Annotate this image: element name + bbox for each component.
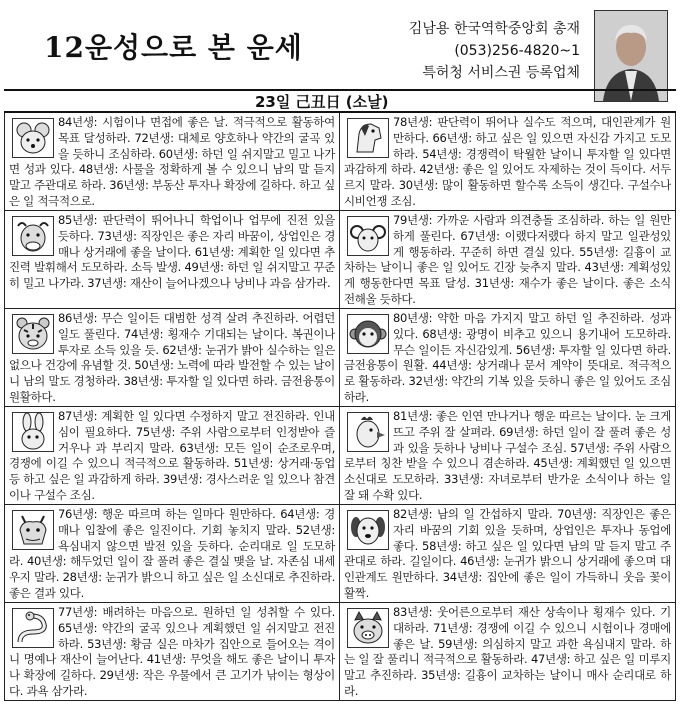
fortune-cell-dragon	[4, 505, 340, 603]
fortune-item	[5, 603, 339, 700]
dog-icon	[347, 510, 389, 550]
author-info	[380, 18, 580, 84]
sheep-icon	[347, 216, 389, 256]
fortune-item	[340, 113, 675, 210]
fortune-grid	[4, 113, 676, 701]
date-bar	[0, 89, 680, 111]
fortune-text: 87년생: 계획한 일 있다면 수정하지 말고 전진하라. 인내심이 필요하다. 75년생: 주위 사람으로부터 인정받아 즐거우나 과 부리지 말라. 63년생: 모든 일이 순조로우며, 경쟁에 이길 수 있으니 적극적으로 활동하라. 51년생: 상거래·동업 등 하고 싶은 일 과감하게 하라. 39년생: 경사스러운 일 있으나 참견이나 구설수 조심.	[9, 409, 335, 502]
fortune-item	[5, 309, 339, 406]
fortune-cell-monkey	[340, 309, 676, 407]
fortune-text: 85년생: 판단력이 뛰어나니 학업이나 업무에 진전 있을 듯하다. 73년생: 직장인은 좋은 자리 바꿈이, 상업인은 경매나 상거래에 좋을 날이다. 61년생: 계획한 일 있다면 추진력 발휘해서 도모하라. 소득 발생. 49년생: 하던 일 쉬지말고 꾸준히 밀고 나가라. 37년생: 재산이 늘어나겠으나 낭비나 과음 삼가라.	[9, 213, 335, 291]
fortune-item	[5, 211, 339, 292]
pig-icon	[347, 608, 389, 648]
fortune-item	[340, 407, 675, 504]
fortune-item	[5, 505, 339, 602]
fortune-item	[5, 407, 339, 504]
fortune-cell-horse	[340, 113, 676, 211]
rat-icon	[12, 118, 54, 158]
fortune-cell-ox	[4, 211, 340, 309]
fortune-text: 81년생: 좋은 인연 만나거나 행운 따르는 날이다. 눈 크게 뜨고 주위 잘 살펴라. 69년생: 하던 일이 잘 풀려 좋은 성과 있을 듯하나 낭비나 구설수 조심. 57년생: 주위 사람으로부터 칭찬 받을 수 있으니 겸손하라. 45년생: 계획했던 일 있으면 소신대로 도모하라. 33년생: 자녀로부터 반가운 소식이나 하는 일 잘 돼 수확 있다.	[344, 409, 671, 502]
tiger-icon	[12, 314, 54, 354]
column-title: 12운성으로 본 운세	[44, 31, 303, 64]
fortune-text: 82년생: 남의 일 간섭하지 말라. 70년생: 직장인은 좋은 자리 바꿈의 기회 있을 듯하며, 상업인은 투자나 동업에 좋다. 58년생: 하고 싶은 일 있다면 남의 말 듣지 말고 주관대로 하라. 길일이다. 46년생: 눈귀가 밝으니 상거래에 좋으며 대인관계도 원만하다. 34년생: 집안에 좋은 일이 가득하니 웃음 꽃이 활짝.	[344, 507, 671, 600]
monkey-icon	[347, 314, 389, 354]
fortune-text: 78년생: 판단력이 뛰어나 실수도 적으며, 대인관계가 원만하다. 66년생: 하고 싶은 일 있으면 자신감 가지고 도모하라. 54년생: 경쟁력이 탁월한 날이니 투자할 일 있다면 과감하게 하라. 42년생: 좋은 일 있어도 자제하는 것이 득이다. 서두르지 말라. 30년생: 많이 활동하면 할수록 소득이 생긴다. 구설수나 시비언쟁 조심.	[344, 115, 671, 208]
horse-icon	[347, 118, 389, 158]
fortune-cell-rabbit	[4, 407, 340, 505]
fortune-cell-rat	[4, 113, 340, 211]
fortune-cell-snake	[4, 603, 340, 701]
fortune-item	[340, 309, 675, 406]
fortune-text: 76년생: 행운 따르며 하는 일마다 원만하다. 64년생: 경매나 입찰에 좋은 일진이다. 기회 놓치지 말라. 52년생: 욕심내지 않으면 발전 있을 듯하다. 순리대로 일 도모하라. 40년생: 해두었던 일이 잘 풀려 좋은 결실 맺을 날. 자존심 내세우지 말라. 28년생: 눈귀가 밝으니 하고 싶은 일 소신대로 추진하라. 좋은 결과 있다.	[9, 507, 335, 600]
fortune-cell-dog	[340, 505, 676, 603]
fortune-text: 83년생: 웃어른으로부터 재산 상속이나 횡재수 있다. 기대하라. 71년생: 경쟁에 이길 수 있으니 시험이나 경매에 좋은 날. 59년생: 의심하지 말고 과한 욕심내지 말라. 하는 일 잘 풀리니 적극적으로 활동하라. 47년생: 하고 싶은 일 미루지 말고 추진하라. 35년생: 길흉이 교차하는 날이니 매사 순리대로 하라.	[344, 605, 671, 698]
fortune-item	[5, 113, 339, 210]
fortune-text: 80년생: 약한 마음 가지지 말고 하던 일 추진하라. 성과 있다. 68년생: 광명이 비추고 있으니 용기내어 도모하라. 무슨 일이든 자신감있게. 56년생: 투자할 일 있다면 하라. 금전융통이 원활. 44년생: 상거래나 문서 계약이 뜻대로. 적극적으로 활동하라. 32년생: 약간의 기복 있을 듯하니 좋은 일 있어도 조심하라.	[344, 311, 671, 404]
rooster-icon	[347, 412, 389, 452]
fortune-item	[340, 603, 675, 700]
fortune-cell-tiger	[4, 309, 340, 407]
fortune-item	[340, 505, 675, 602]
ox-icon	[12, 216, 54, 256]
dragon-icon	[12, 510, 54, 550]
fortune-item	[340, 211, 675, 308]
fortune-text: 84년생: 시험이나 면접에 좋은 날. 적극적으로 활동하여 목표 달성하라. 72년생: 대체로 양호하나 약간의 굴곡 있을 듯하니 조심하라. 60년생: 하던 일 쉬지말고 밀고 나가면 성과 있다. 48년생: 사물을 정확하게 볼 수 있으니 남의 말 듣지 말고 주관대로 하라. 36년생: 부동산 투자나 확장에 길하다. 하고 싶은 일 적극적으로.	[9, 115, 335, 208]
author-registration: 특허청 서비스권 등록업체	[422, 65, 580, 81]
author-name: 김남용 한국역학중앙회 총재	[408, 21, 580, 37]
fortune-text: 79년생: 가까운 사람과 의견충돌 조심하라. 하는 일 원만하게 풀린다. 67년생: 이랬다저랬다 하지 말고 일관성있게 행동하라. 꾸준히 하면 결실 있다. 55년생: 길흉이 교차하는 날이니 좋은 일 있어도 긴장 늦추지 말라. 43년생: 계획성있게 행동한다면 목표 달성. 31년생: 재수가 좋은 날이다. 좋은 소식 전해올 듯하다.	[344, 213, 671, 306]
fortune-cell-pig	[340, 603, 676, 701]
author-phone: (053)256-4820~1	[454, 43, 580, 59]
top-rule	[4, 89, 676, 91]
fortune-cell-sheep	[340, 211, 676, 309]
fortune-text: 77년생: 배려하는 마음으로. 원하던 일 성취할 수 있다. 65년생: 약간의 굴곡 있으나 계획했던 일 쉬지말고 전진하라. 53년생: 황금 실은 마차가 집안으로 들어오는 격이니 명예나 재산이 늘어난다. 41년생: 무엇을 해도 좋은 날이니 투자나 확장에 길하다. 29년생: 작은 우물에서 큰 고기가 낚이는 형상이다. 과욕 삼가라.	[9, 605, 335, 698]
fortune-text: 86년생: 무슨 일이든 대범한 성격 살려 추진하라. 어렵던 일도 풀린다. 74년생: 횡재수 기대되는 날이다. 복권이나 투자로 소득 있을 듯. 62년생: 눈귀가 밝아 실수하는 일은 없으나 건강에 유념할 것. 50년생: 노력에 따라 발전할 수 있는 날이니 남의 말도 경청하라. 38년생: 투자할 일 있다면 하라. 금전융통이 원활하다.	[9, 311, 335, 404]
date-label: 23일 己丑日 (소날)	[255, 93, 389, 111]
rabbit-icon	[12, 412, 54, 452]
fortune-cell-rooster	[340, 407, 676, 505]
snake-icon	[12, 608, 54, 648]
